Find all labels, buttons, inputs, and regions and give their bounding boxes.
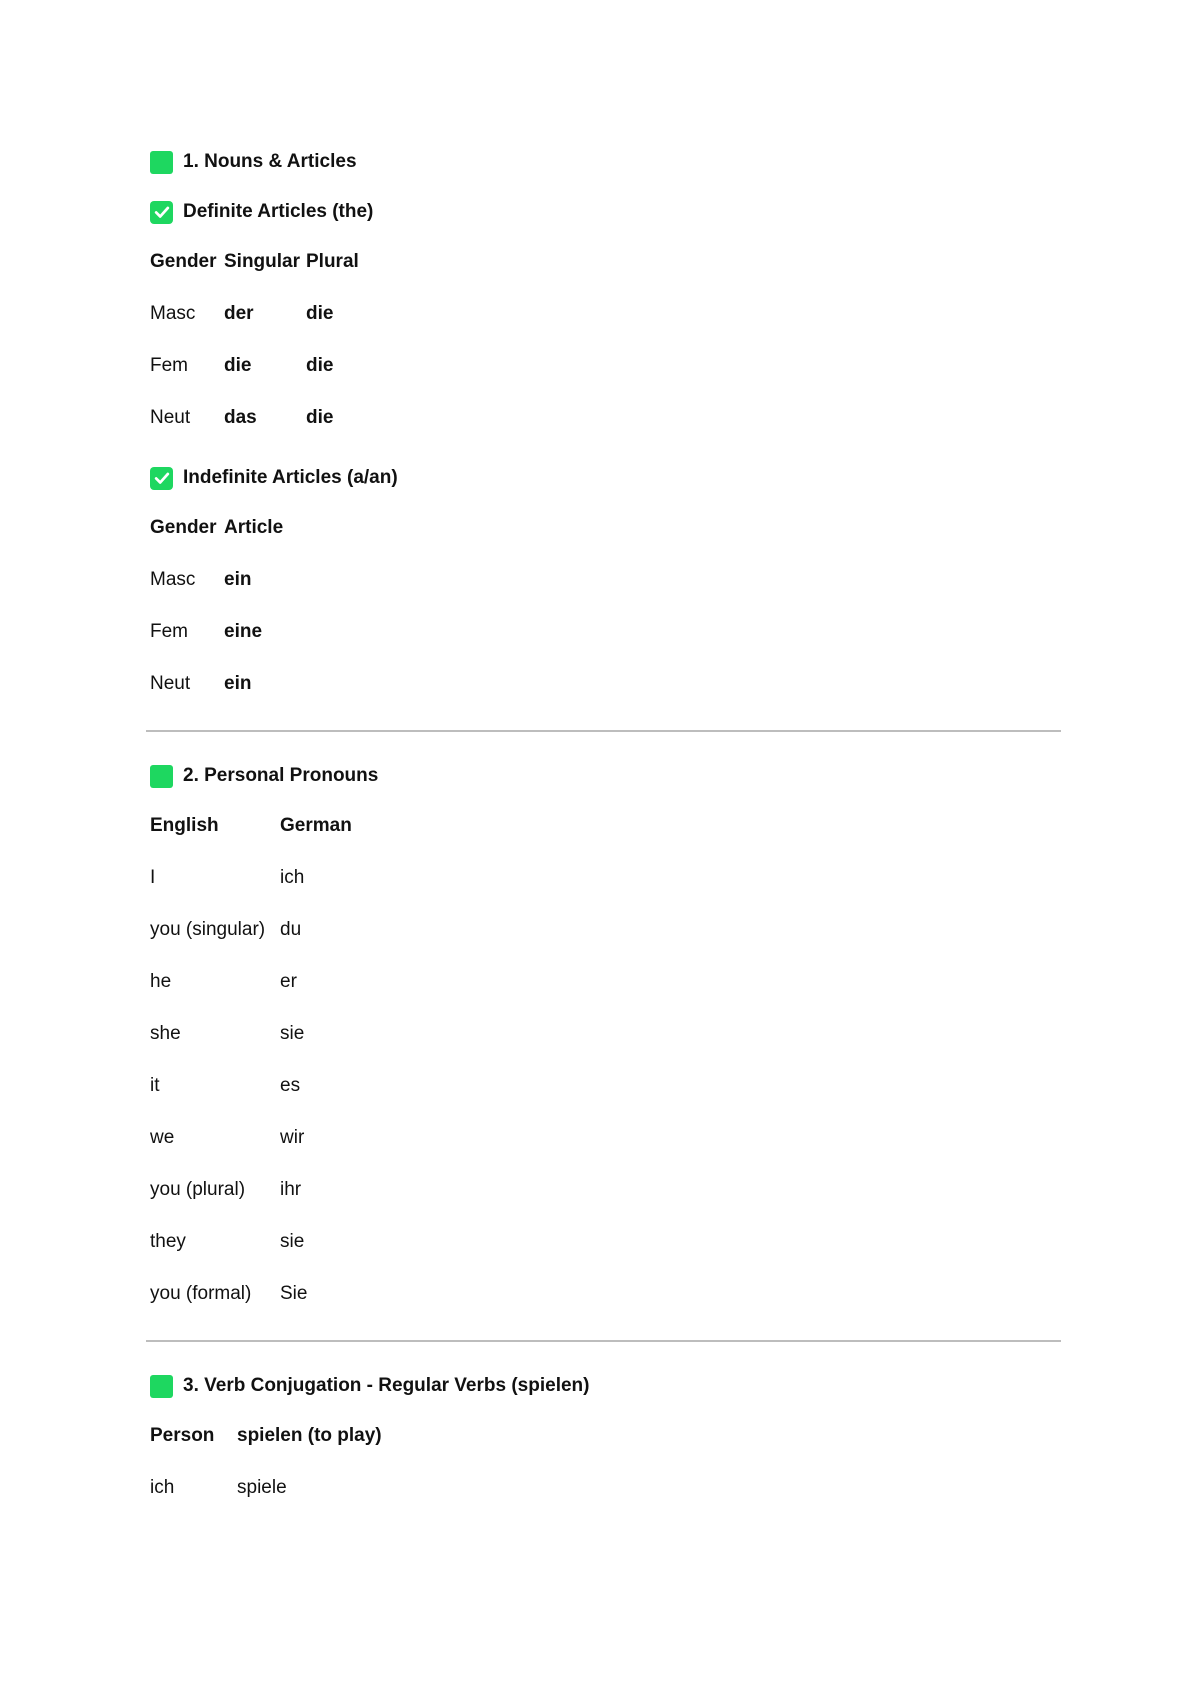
table-row <box>150 658 283 710</box>
green-square-icon <box>150 1375 173 1398</box>
table-cell: Masc <box>150 303 196 324</box>
table-cell: she <box>150 1023 181 1044</box>
table-row <box>150 554 283 606</box>
table-cell: die <box>224 355 252 376</box>
subheading-definite-articles <box>150 198 1060 226</box>
table-cell: sie <box>280 1231 305 1252</box>
document-content <box>150 148 1060 1534</box>
column-header: Article <box>224 517 284 538</box>
indefinite-articles-table <box>150 514 283 710</box>
table-row <box>150 1462 382 1514</box>
table-cell: you (plural) <box>150 1179 246 1200</box>
table-row <box>150 852 352 904</box>
table-cell: es <box>280 1075 301 1096</box>
table-cell: die <box>306 407 334 428</box>
table-row <box>150 956 352 1008</box>
table-cell: they <box>150 1231 186 1252</box>
column-header: German <box>280 815 352 836</box>
table-row <box>150 340 386 392</box>
table-cell: sie <box>280 1023 305 1044</box>
table-cell: Neut <box>150 673 191 694</box>
table-row <box>150 1112 352 1164</box>
column-header: Person <box>150 1425 215 1446</box>
section-divider <box>146 1340 1061 1342</box>
table-row <box>150 1268 352 1320</box>
table-cell: spiele <box>237 1477 287 1498</box>
section-title: 2. Personal Pronouns <box>183 765 379 786</box>
section-heading-verbs <box>150 1372 1060 1400</box>
table-row <box>150 1164 352 1216</box>
table-cell: ich <box>280 867 305 888</box>
table-cell: you (formal) <box>150 1283 252 1304</box>
column-header: Plural <box>306 251 359 272</box>
table-cell: Masc <box>150 569 196 590</box>
column-header: Gender <box>150 517 217 538</box>
table-cell: du <box>280 919 302 940</box>
table-row <box>150 392 386 444</box>
column-header: spielen (to play) <box>237 1425 382 1446</box>
table-cell: you (singular) <box>150 919 266 940</box>
section-heading-pronouns <box>150 762 1060 790</box>
table-cell: das <box>224 407 257 428</box>
table-cell: Sie <box>280 1283 308 1304</box>
table-row <box>150 904 352 956</box>
table-cell: Neut <box>150 407 191 428</box>
table-cell: er <box>280 971 297 992</box>
section-title: 1. Nouns & Articles <box>183 151 357 172</box>
column-header: English <box>150 815 219 836</box>
table-cell: eine <box>224 621 263 642</box>
table-cell: ein <box>224 673 252 694</box>
table-cell: Fem <box>150 355 188 376</box>
table-cell: die <box>306 355 334 376</box>
table-row <box>150 606 283 658</box>
verb-conjugation-table <box>150 1422 382 1514</box>
table-cell: I <box>150 867 156 888</box>
personal-pronouns-table <box>150 812 352 1320</box>
section-title: 3. Verb Conjugation - Regular Verbs (spielen) <box>183 1375 590 1396</box>
green-square-icon <box>150 765 173 788</box>
table-header-row <box>150 248 386 288</box>
check-box-icon <box>150 467 173 490</box>
subheading-title: Indefinite Articles (a/an) <box>183 467 398 488</box>
column-header: Gender <box>150 251 217 272</box>
table-row <box>150 1216 352 1268</box>
section-heading-nouns <box>150 148 1060 176</box>
table-cell: wir <box>280 1127 305 1148</box>
table-cell: we <box>150 1127 175 1148</box>
subheading-title: Definite Articles (the) <box>183 201 374 222</box>
table-cell: Fem <box>150 621 188 642</box>
green-square-icon <box>150 151 173 174</box>
table-row <box>150 288 386 340</box>
check-box-icon <box>150 201 173 224</box>
table-header-row <box>150 1422 382 1462</box>
table-row <box>150 1060 352 1112</box>
subheading-indefinite-articles <box>150 464 1060 492</box>
table-header-row <box>150 514 283 554</box>
table-cell: die <box>306 303 334 324</box>
table-header-row <box>150 812 352 852</box>
table-cell: ein <box>224 569 252 590</box>
table-row <box>150 1008 352 1060</box>
table-cell: it <box>150 1075 160 1096</box>
table-cell: ich <box>150 1477 175 1498</box>
table-cell: he <box>150 971 172 992</box>
column-header: Singular <box>224 251 301 272</box>
definite-articles-table <box>150 248 386 444</box>
table-cell: der <box>224 303 254 324</box>
table-cell: ihr <box>280 1179 302 1200</box>
section-divider <box>146 730 1061 732</box>
